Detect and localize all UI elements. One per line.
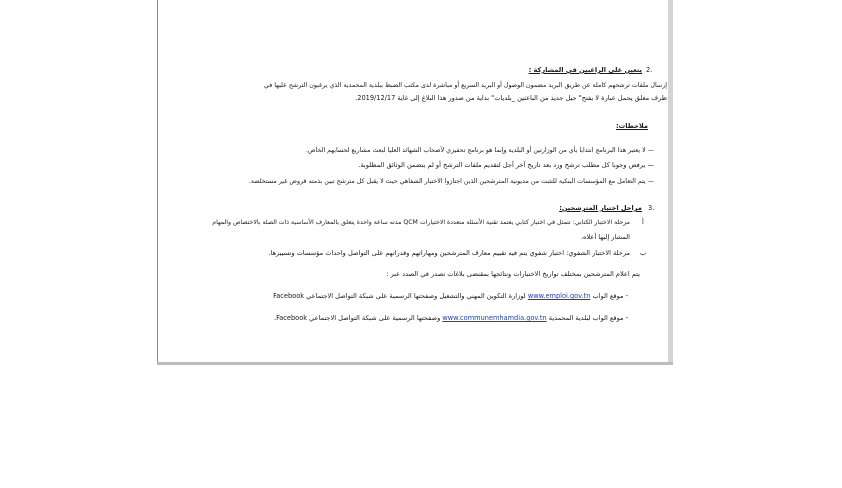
document-page — [157, 0, 673, 365]
page-edge-shadow-bottom — [157, 362, 673, 365]
section-2-heading: يتعين على الراغبين في المشاركة : — [528, 66, 642, 74]
page-edge-shadow-right — [668, 0, 673, 365]
section-3a-marker: أ — [642, 218, 644, 226]
section-3a-line-1: مرحلة الاختبار الكتابي: تتمثل في اختبار كتابي يعتمد تقنية الأسئلة متعددة الاختيارات QCM مدته ساعة واحدة يتعلق بالمعارف الأساسية ذات الصلة بالاختصاص والمهام — [212, 219, 630, 226]
announce-item-2: - موقع الواب لبلدية المحمدية www.communemhamdia.gov.tn وصفحتها الرسمية على شبكة التواصل الاجتماعي Facebook. — [273, 314, 628, 322]
section-3b-marker: ب — [640, 249, 647, 257]
announce-item-1: - موقع الواب www.emploi.gov.tn لوزارة التكوين المهني والتشغيل وصفحتها الرسمية على شبكة التواصل الاجتماعي Facebook — [273, 292, 628, 300]
section-2-number: 2. — [646, 66, 653, 74]
note-item-2: — يرفض وجوبا كل مطلب ترشح ورد بعد تاريخ آخر أجل لتقديم ملفات الترشح أو لم يتضمن الوثائق المطلوبة. — [358, 161, 654, 169]
announce-intro: يتم اعلام المترشحين بمختلف تواريخ الاختبارات ونتائجها بمقتضى بلاغات تصدر في الصدد عبر : — [386, 270, 640, 278]
section-3a-line-2: المشار إليها أعلاه. — [580, 233, 630, 241]
note-item-1: — لا يعتبر هذا البرنامج انتدابا بأي من الوزارتين أو البلدية وإنما هو برنامج تحفيزي لأصحاب الشهائد العليا لبعث مشاريع لحسابهم الخاص. — [305, 147, 654, 154]
section-3-heading: مراحل اختيار المترشحين: — [559, 204, 642, 212]
notes-heading: ملاحظات: — [615, 122, 648, 130]
section-3-number: 3. — [648, 204, 655, 212]
section-2-line-1: إرسال ملفات ترشحهم كاملة عن طريق البريد مضمون الوصول أو البريد السريع أو مباشرة لدى مكتب الضبط ببلدية المحمدية الذي يرغبون الترشح عليها في — [264, 82, 667, 89]
note-item-3: — يتم التعامل مع المؤسسات البنكية للتثبت من مديونية المترشحين الذين اجتازوا الاختبار الشفاهي حيث لا يقبل كل مترشح تبين بذمته قروض غير مستخلصة. — [248, 178, 654, 185]
commune-link[interactable]: www.communemhamdia.gov.tn — [442, 314, 547, 322]
emploi-link[interactable]: www.emploi.gov.tn — [527, 292, 591, 300]
section-2-line-2: ظرف مغلق يحمل عبارة لا يفتح" جيل جديد من الباعثين _بلديات" بداية من صدور هذا البلاغ إلى غاية 2019/12/17. — [355, 94, 667, 102]
section-3b-line: مرحلة الاختبار الشفوي: اختبار شفوي يتم فيه تقييم معارف المترشحين ومهاراتهم وقدراتهم على التواصل واحداث مؤسسات وتسييرها. — [268, 249, 630, 257]
